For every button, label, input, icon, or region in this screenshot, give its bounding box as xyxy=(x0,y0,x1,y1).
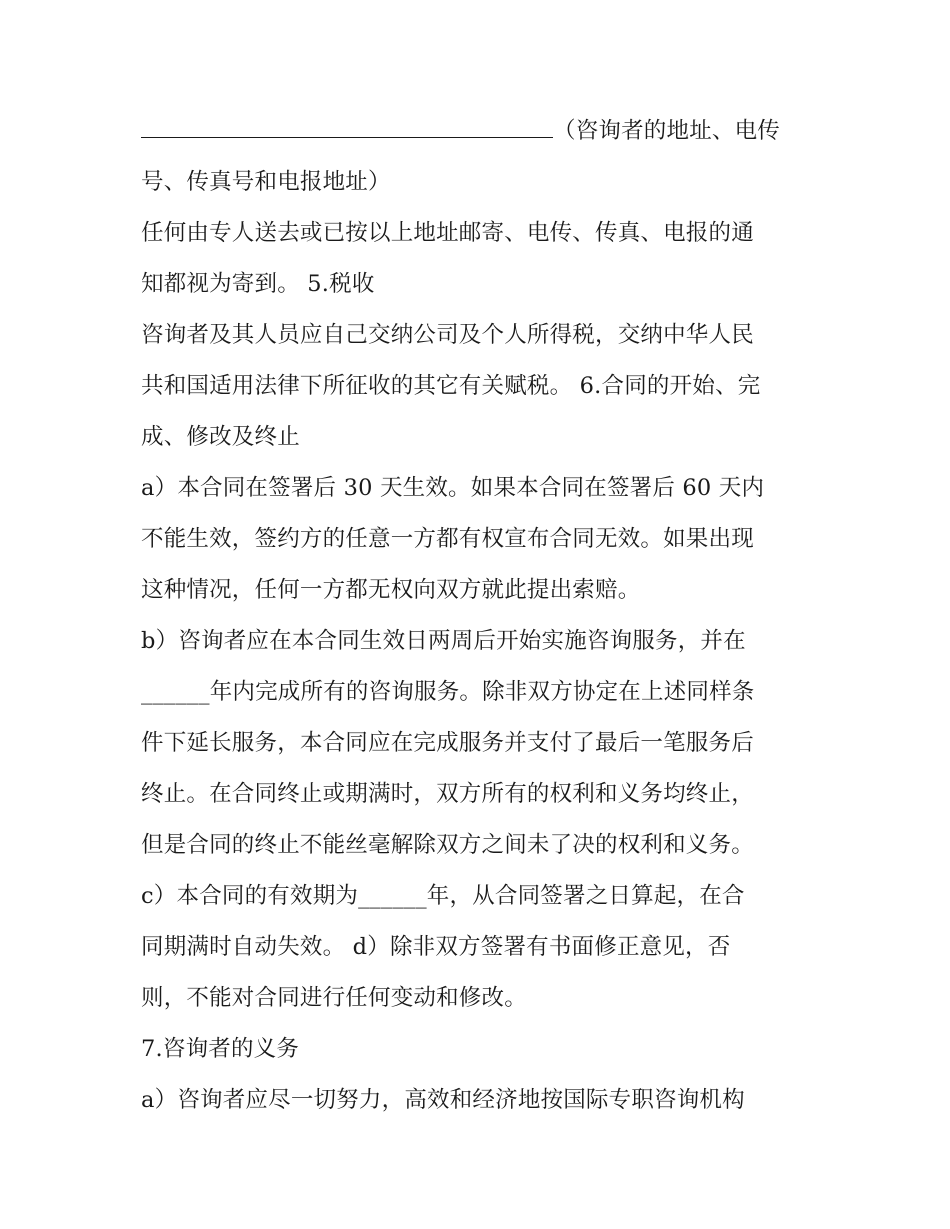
contract-text xyxy=(141,106,813,1126)
text-line: 这种情况，任何一方都无权向双方就此提出索赔。 xyxy=(141,577,641,603)
text-line: 件下延长服务，本合同应在完成服务并支付了最后一笔服务后 xyxy=(141,730,754,756)
text-line: 共和国适用法律下所征收的其它有关赋税。 6.合同的开始、完 xyxy=(141,373,761,399)
text-line: 任何由专人送去或已按以上地址邮寄、电传、传真、电报的通 xyxy=(141,220,754,246)
address-label: （咨询者的地址、电传 xyxy=(553,118,781,144)
text-line: 7.咨询者的义务 xyxy=(141,1036,300,1062)
text-line: c）本合同的有效期为______年，从合同签署之日算起，在合 xyxy=(141,883,745,909)
text-line: 号、传真号和电报地址） xyxy=(141,169,391,195)
text-line: a）咨询者应尽一切努力，高效和经济地按国际专职咨询机构 xyxy=(141,1087,745,1113)
text-line: 但是合同的终止不能丝毫解除双方之间未了决的权利和义务。 xyxy=(141,832,754,858)
text-line: a）本合同在签署后 30 天生效。如果本合同在签署后 60 天内 xyxy=(141,475,765,501)
text-line: 咨询者及其人员应自己交纳公司及个人所得税，交纳中华人民 xyxy=(141,322,754,348)
text-line: 终止。在合同终止或期满时，双方所有的权利和义务均终止， xyxy=(141,781,754,807)
text-line: 成、修改及终止 xyxy=(141,424,300,450)
address-line xyxy=(141,106,813,157)
text-line: ______年内完成所有的咨询服务。除非双方协定在上述同样条 xyxy=(141,679,755,705)
text-line: 知都视为寄到。 5.税收 xyxy=(141,271,375,297)
address-blank[interactable] xyxy=(141,109,553,138)
text-line: 同期满时自动失效。 d）除非双方签署有书面修正意见，否 xyxy=(141,934,731,960)
text-line: 不能生效，签约方的任意一方都有权宣布合同无效。如果出现 xyxy=(141,526,754,552)
text-line: b）咨询者应在本合同生效日两周后开始实施咨询服务，并在 xyxy=(141,628,746,654)
text-line: 则，不能对合同进行任何变动和修改。 xyxy=(141,985,527,1011)
